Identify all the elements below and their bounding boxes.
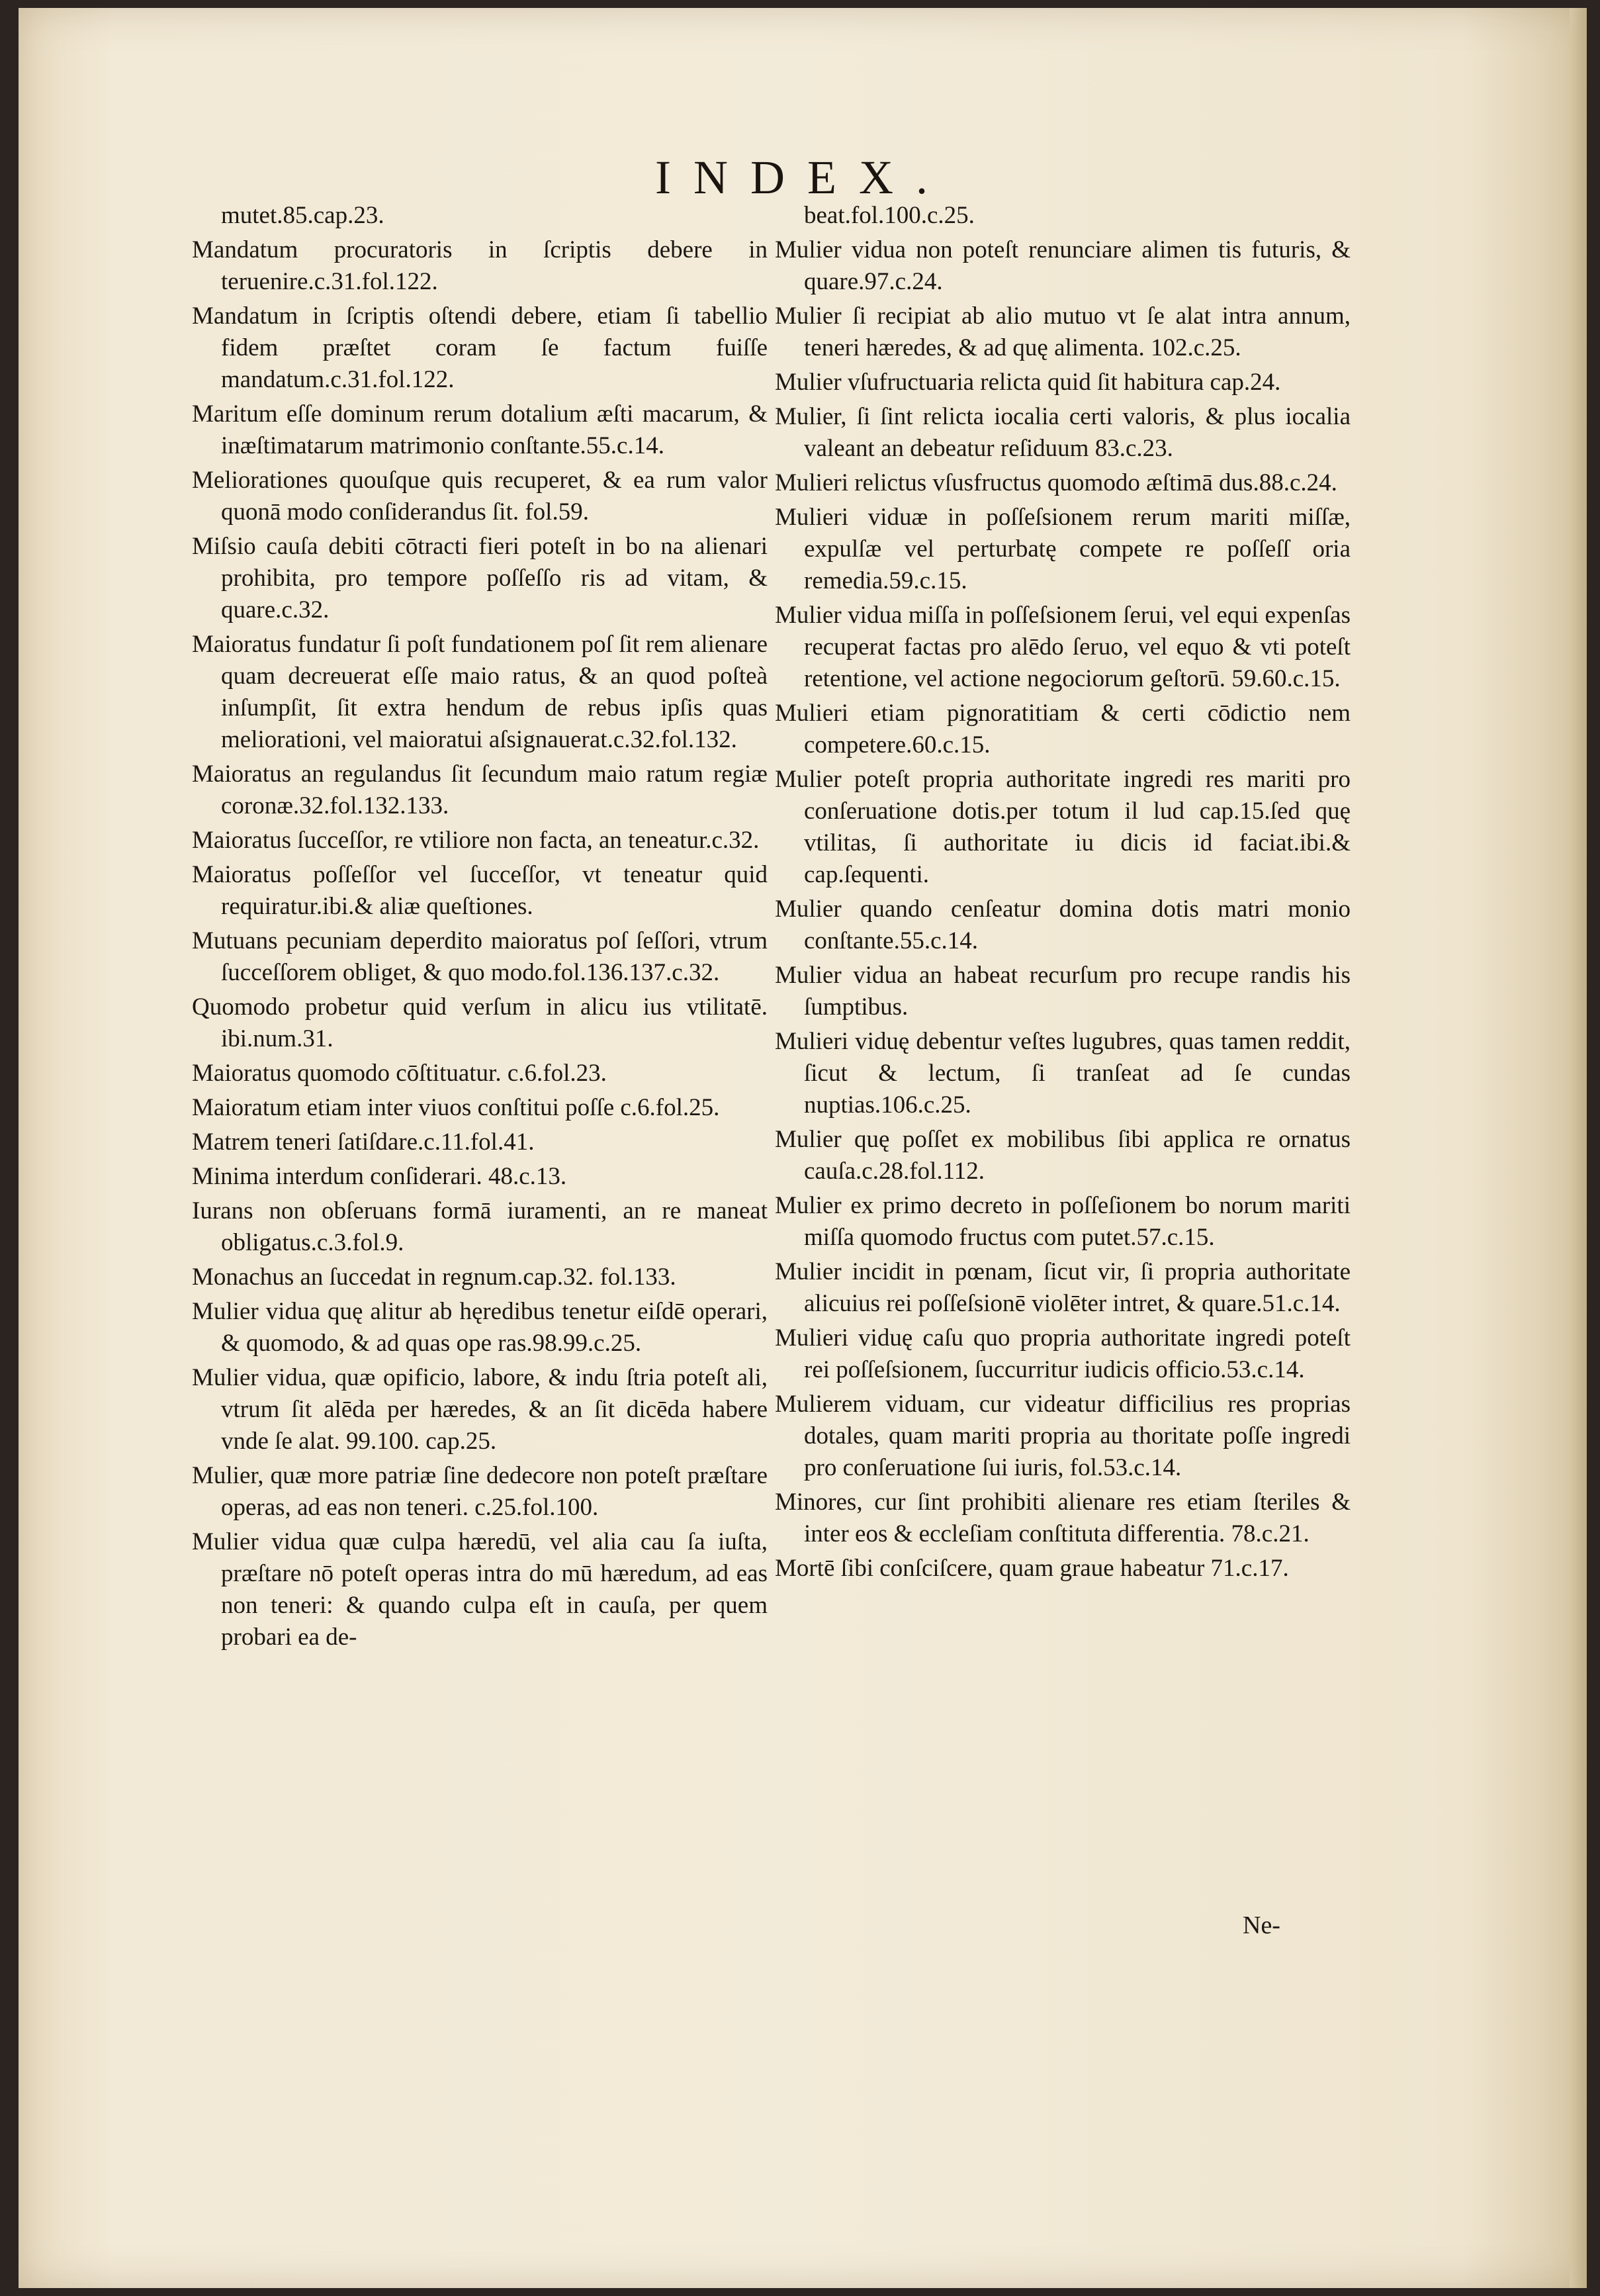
index-entry: Mulier, quæ more patriæ ſine dedecore non poteſt præſtare operas, ad eas non teneri. c.25.fol.100.	[192, 1462, 768, 1521]
index-column-left	[192, 200, 768, 1656]
index-entry: Minima interdum conſiderari. 48.c.13.	[192, 1163, 567, 1190]
index-entry: mutet.85.cap.23.	[221, 202, 384, 229]
index-entry: Mulier vidua an habeat recurſum pro recupe randis his ſumptibus.	[775, 962, 1351, 1021]
index-entry: Mulier poteſt propria authoritate ingredi res mariti pro conſeruatione dotis.per totum il lud cap.15.ſed quę vtilitas, ſi authoritate iu dicis id faciat.ibi.& cap.ſequenti.	[775, 766, 1351, 888]
index-entry: Mulieri relictus vſusfructus quomodo æſtimā dus.88.c.24.	[775, 469, 1337, 496]
index-entry: Mulier incidit in pœnam, ſicut vir, ſi propria authoritate alicuius rei poſſeſsionē violēter intret, & quare.51.c.14.	[775, 1258, 1351, 1317]
index-entry: Mandatum procuratoris in ſcriptis debere in teruenire.c.31.fol.122.	[192, 236, 768, 295]
index-entry: Monachus an ſuccedat in regnum.cap.32. fol.133.	[192, 1263, 676, 1291]
index-entry: Minores, cur ſint prohibiti alienare res etiam ſteriles & inter eos & eccleſiam conſtituta differentia. 78.c.21.	[775, 1489, 1351, 1547]
running-head-title: INDEX.	[655, 151, 950, 204]
index-entry: Mulieri viduæ in poſſeſsionem rerum mariti miſſæ, expulſæ vel perturbatę compete re poſſeſſ oria remedia.59.c.15.	[775, 504, 1351, 594]
index-entry: Maioratus an regulandus ſit ſecundum maio ratum regiæ coronæ.32.fol.132.133.	[192, 760, 768, 819]
index-entry: Iurans non obſeruans formā iuramenti, an re maneat obligatus.c.3.fol.9.	[192, 1197, 768, 1256]
page-edge	[1570, 8, 1587, 2288]
catchword: Ne-	[1243, 1911, 1280, 1939]
index-entry: Mulieri viduę caſu quo propria authoritate ingredi poteſt rei poſſeſsionem, ſuccurritur iudicis officio.53.c.14.	[775, 1324, 1351, 1383]
index-entry: Mandatum in ſcriptis oſtendi debere, etiam ſi tabellio fidem præſtet coram ſe factum fuiſſe mandatum.c.31.fol.122.	[192, 302, 768, 393]
index-entry: Mulierem viduam, cur videatur difficilius res proprias dotales, quam mariti propria au thoritate poſſe ingredi pro conſeruatione ſui iuris, fol.53.c.14.	[775, 1391, 1351, 1481]
index-entry: Quomodo probetur quid verſum in alicu ius vtilitatē. ibi.num.31.	[192, 993, 768, 1052]
book-page	[19, 8, 1587, 2288]
index-entry: Maioratus poſſeſſor vel ſucceſſor, vt teneatur quid requiratur.ibi.& aliæ queſtiones.	[192, 861, 768, 920]
index-entry: Maritum eſſe dominum rerum dotalium æſti macarum, & inæſtimatarum matrimonio conſtante.55.c.14.	[192, 400, 768, 459]
index-column-right	[775, 200, 1351, 1587]
index-entry: Mulieri viduę debentur veſtes lugubres, quas tamen reddit, ſicut & lectum, ſi tranſeat ad ſe cundas nuptias.106.c.25.	[775, 1028, 1351, 1119]
index-entry: Mutuans pecuniam deperdito maioratus poſ ſeſſori, vtrum ſucceſſorem obliget, & quo modo.fol.136.137.c.32.	[192, 927, 768, 986]
index-entry: Miſsio cauſa debiti cōtracti fieri poteſt in bo na alienari prohibita, pro tempore poſſeſſo ris ad vitam, & quare.c.32.	[192, 533, 768, 623]
index-entry: beat.fol.100.c.25.	[804, 202, 975, 229]
index-entry: Mulier ſi recipiat ab alio mutuo vt ſe alat intra annum, teneri hæredes, & ad quę alimenta. 102.c.25.	[775, 302, 1351, 361]
index-entry: Matrem teneri ſatiſdare.c.11.fol.41.	[192, 1128, 535, 1156]
index-entry: Mulier vidua non poteſt renunciare alimen tis futuris, & quare.97.c.24.	[775, 236, 1351, 295]
index-entry: Mulier quando cenſeatur domina dotis matri monio conſtante.55.c.14.	[775, 895, 1351, 954]
index-entry: Mortē ſibi conſciſcere, quam graue habeatur 71.c.17.	[775, 1555, 1289, 1582]
index-entry: Mulier vidua quæ culpa hæredū, vel alia cau ſa iuſta, præſtare nō poteſt operas intra do mū hæredum, ad eas non teneri: & quando culpa eſt in cauſa, per quem probari ea de-	[192, 1528, 768, 1651]
index-entry: Mulier quę poſſet ex mobilibus ſibi applica re ornatus cauſa.c.28.fol.112.	[775, 1126, 1351, 1185]
index-entry: Maioratus fundatur ſi poſt fundationem poſ ſit rem alienare quam decreuerat eſſe maio ratus, & an quod poſteà inſumpſit, ſit extra hendum de rebus ipſis quas meliorationi, vel maioratui aſsignauerat.c.32.fol.132.	[192, 631, 768, 753]
index-entry: Mulier vidua, quæ opificio, labore, & indu ſtria poteſt ali, vtrum ſit alēda per hæredes, & an ſit dicēda habere vnde ſe alat. 99.100. cap.25.	[192, 1364, 768, 1455]
index-entry: Meliorationes quouſque quis recuperet, & ea rum valor quonā modo conſiderandus ſit. fol.59.	[192, 467, 768, 526]
index-entry: Mulier vſufructuaria relicta quid ſit habitura cap.24.	[775, 369, 1281, 396]
index-entry: Maioratus ſucceſſor, re vtiliore non facta, an teneatur.c.32.	[192, 827, 760, 854]
index-entry: Mulier ex primo decreto in poſſeſionem bo norum mariti miſſa quomodo fructus com putet.57.c.15.	[775, 1192, 1351, 1251]
index-entry: Mulieri etiam pignoratitiam & certi cōdictio nem competere.60.c.15.	[775, 700, 1351, 758]
index-entry: Mulier vidua miſſa in poſſeſsionem ſerui, vel equi expenſas recuperat factas pro alēdo ſeruo, vel equo & vti poteſt retentione, vel actione negociorum geſtorū. 59.60.c.15.	[775, 602, 1351, 692]
index-entry: Maioratum etiam inter viuos conſtitui poſſe c.6.fol.25.	[192, 1094, 720, 1121]
index-entry: Maioratus quomodo cōſtituatur. c.6.fol.23.	[192, 1060, 607, 1087]
index-entry: Mulier, ſi ſint relicta iocalia certi valoris, & plus iocalia valeant an debeatur reſiduum 83.c.23.	[775, 403, 1351, 462]
index-entry: Mulier vidua quę alitur ab hęredibus tenetur eiſdē operari, & quomodo, & ad quas ope ras.98.99.c.25.	[192, 1298, 768, 1357]
